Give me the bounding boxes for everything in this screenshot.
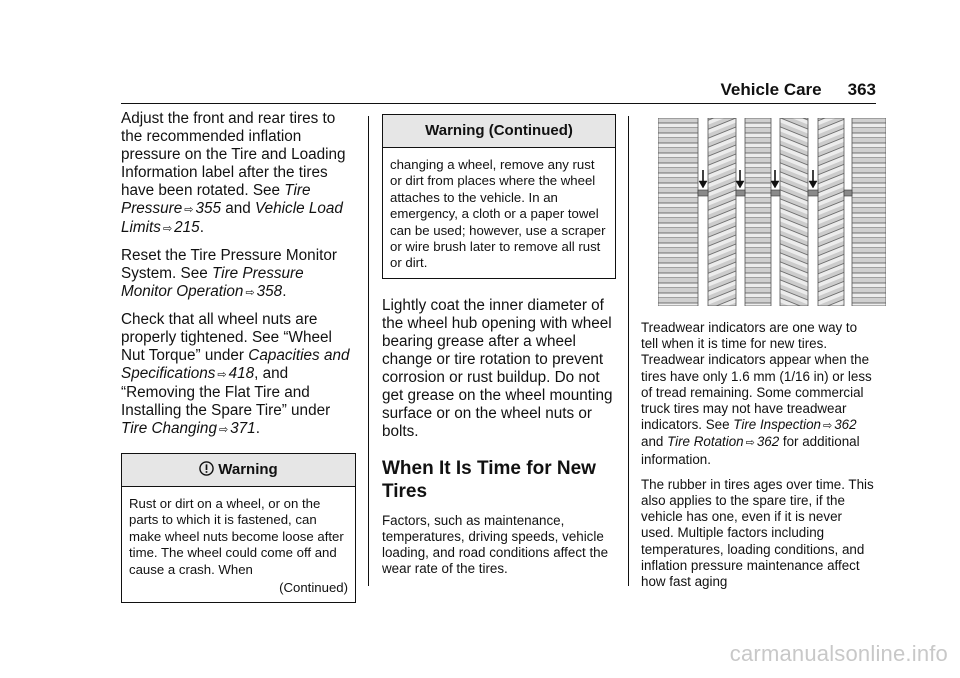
page-ref-362-b[interactable]: 362 — [756, 434, 780, 450]
warning-title: Warning — [122, 454, 355, 487]
column-divider-2 — [628, 116, 629, 586]
section-name: Vehicle Care — [720, 80, 822, 99]
warning-icon — [199, 461, 214, 476]
warning-body: Rust or dirt on a wheel, or on the parts to which it is fastened, can make wheel nuts become loose after time. The wheel could come off and cause a crash. When (Continued) — [129, 496, 348, 596]
page-ref-arrow-icon: ⇨ — [217, 369, 227, 381]
watermark: carmanualsonline.info — [729, 641, 948, 666]
paragraph-wear-factors: Factors, such as maintenance, temperatures, driving speeds, vehicle loading, and road conditions affect the wear rate of the tires. — [382, 512, 609, 577]
warning-continued: (Continued) — [279, 580, 348, 596]
page-ref-arrow-icon: ⇨ — [823, 420, 833, 433]
link-tire-rotation[interactable]: Tire Rotation — [667, 434, 744, 450]
link-tire-changing[interactable]: Tire Changing — [121, 420, 217, 437]
page-ref-215[interactable]: 215 — [174, 219, 200, 236]
page-ref-371[interactable]: 371 — [230, 420, 256, 437]
warning-continued-body: changing a wheel, remove any rust or dirt from places where the wheel attaches to the vehicle. In an emergency, a cloth or a paper towel can be used; however, use a scraper or wire brush later to remove all rust or dirt. — [390, 157, 606, 271]
page-ref-355[interactable]: 355 — [195, 200, 221, 217]
page-ref-arrow-icon: ⇨ — [218, 424, 229, 436]
section-title: When It Is Time for New Tires — [382, 457, 596, 502]
warning-box-continued — [382, 114, 616, 279]
paragraph-adjust-pressure: Adjust the front and rear tires to the recommended inflation pressure on the Tire and Loading Information label after the tires have been rotated. See Tire Pressure ⇨ 355 and Vehicle Load Limits ⇨ 215. — [121, 110, 346, 236]
paragraph-treadwear-indicators: Treadwear indicators are one way to tell when it is time for new tires. Treadwear indicators appear when the tires have only 1.6 mm (1/16 in) or less of tread remaining. Some commercial truck tires may not have treadwear indicators. See Tire Inspection ⇨ 362 and Tire Rotation ⇨ 362 for additional information. — [641, 320, 872, 467]
column-3 — [641, 110, 876, 599]
page-ref-358[interactable]: 358 — [256, 283, 283, 300]
warning-continued-title: Warning (Continued) — [383, 115, 615, 148]
column-1 — [121, 110, 356, 603]
header-rule — [121, 103, 876, 104]
page-header — [700, 80, 876, 104]
column-divider-1 — [368, 116, 369, 586]
paragraph-reset-tpms: Reset the Tire Pressure Monitor System. See Tire Pressure Monitor Operation ⇨ 358. — [121, 247, 337, 300]
column-2 — [382, 110, 616, 587]
warning-box — [121, 453, 356, 603]
link-capacities-specs[interactable]: Capacities and Specifications — [121, 347, 350, 382]
paragraph-check-nuts: Check that all wheel nuts are properly tightened. See “Wheel Nut Torque” under Capacities and Specifications ⇨ 418, and “Removing the Flat Tire and Installing the Spare Tire” under Tire Changing ⇨ 371. — [121, 311, 350, 437]
page-number: 363 — [847, 80, 876, 99]
link-tire-pressure[interactable]: Tire Pressure — [121, 182, 311, 217]
page-ref-418[interactable]: 418 — [228, 365, 255, 382]
page-ref-arrow-icon: ⇨ — [745, 437, 755, 450]
page-ref-arrow-icon: ⇨ — [162, 223, 173, 235]
page-ref-arrow-icon: ⇨ — [245, 287, 255, 299]
paragraph-grease-hub: Lightly coat the inner diameter of the wheel hub opening with wheel bearing grease after a wheel change or tire rotation to prevent corrosion or rust buildup. Do not get grease on the wheel mounting surface or on the wheel nuts or bolts. — [382, 296, 613, 440]
treadwear-indicator-illustration — [658, 118, 886, 306]
paragraph-rubber-aging: The rubber in tires ages over time. This also applies to the spare tire, if the vehicle has one, even if it is never used. Multiple factors including temperatures, loading conditions, and inflation pressure maintenance affect how fast aging — [641, 476, 874, 590]
link-vehicle-load-limits[interactable]: Vehicle Load Limits — [121, 200, 343, 236]
link-tpms-operation[interactable]: Tire Pressure Monitor Operation — [121, 265, 304, 300]
page-ref-362-a[interactable]: 362 — [834, 417, 857, 433]
link-tire-inspection[interactable]: Tire Inspection — [733, 417, 822, 433]
page-ref-arrow-icon: ⇨ — [184, 204, 194, 216]
